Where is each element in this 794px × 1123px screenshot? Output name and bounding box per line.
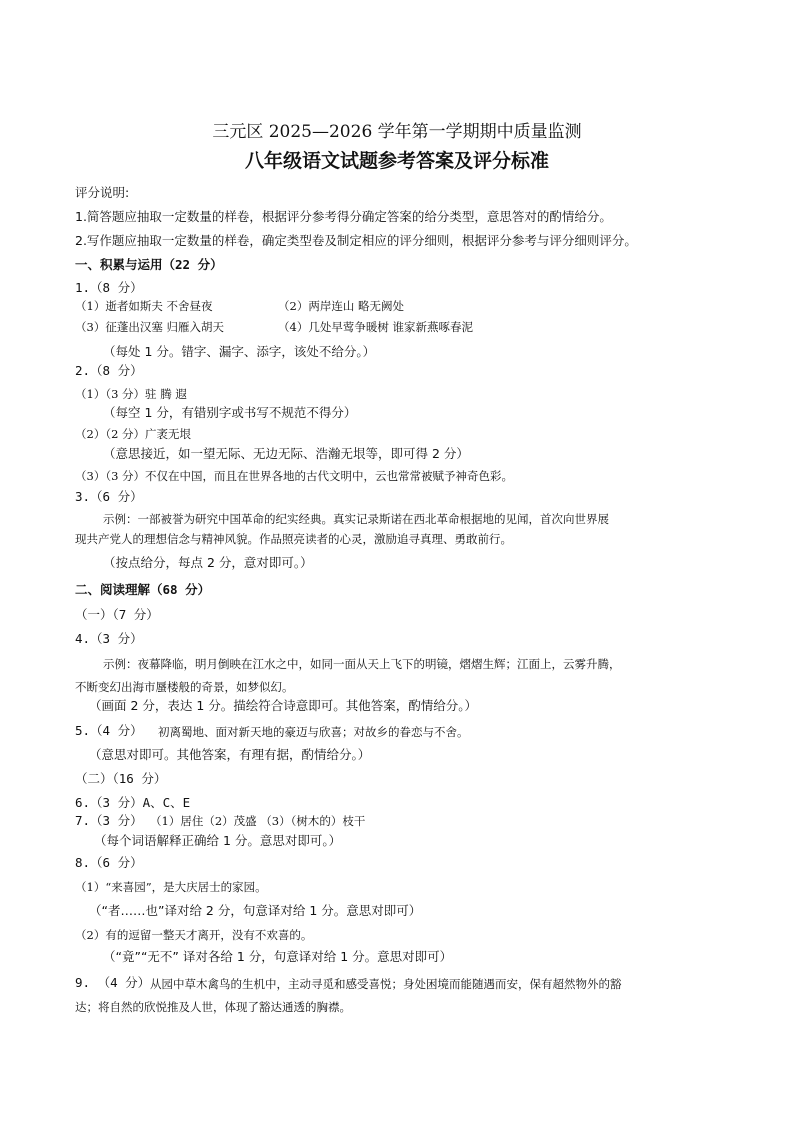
q2-note-1: （每空 1 分，有错别字或书写不规范不得分） — [103, 405, 357, 420]
q5-label: 5.（4 分） — [75, 723, 143, 738]
q1-head: 1.（8 分） — [75, 280, 143, 295]
q2-answer-2: （2）（2 分）广袤无垠 — [75, 427, 192, 441]
part-2-head: （二）（16 分） — [75, 771, 167, 786]
q2-answer-1: （1）（3 分）驻 腾 遐 — [75, 387, 187, 401]
q7-answer: （1）居住（2）茂盛 （3）（树木的）枝干 — [150, 814, 366, 828]
q3-note: （按点给分，每点 2 分，意对即可。） — [103, 555, 313, 570]
q5-answer: 初离蜀地、面对新天地的豪迈与欣喜；对故乡的眷恋与不舍。 — [158, 725, 469, 739]
q4-answer-line-2: 不断变幻出海市蜃楼般的奇景，如梦似幻。 — [75, 680, 294, 694]
q8-answer-2: （2）有的逗留一整天才离开，没有不欢喜的。 — [75, 928, 313, 942]
exam-subtitle: 八年级语文试题参考答案及评分标准 — [244, 150, 549, 172]
q7-label: 7.（3 分） — [75, 813, 143, 828]
q8-note-2: （“竟”“无不” 译对各给 1 分，句意译对给 1 分。意思对即可） — [103, 949, 453, 964]
q3-head: 3.（6 分） — [75, 489, 143, 504]
q3-answer-line-1: 示例：一部被誉为研究中国革命的纪实经典。真实记录斯诺在西北革命根据地的见闻，首次向世界展 — [103, 512, 609, 526]
section-2-heading: 二、阅读理解（68 分） — [75, 582, 211, 597]
q5-note: （意思对即可。其他答案，有理有据，酌情给分。） — [89, 747, 371, 762]
notes-item-1: 1.简答题应抽取一定数量的样卷，根据评分参考得分确定答案的给分类型，意思答对的酌情给分。 — [75, 209, 612, 224]
q9-answer-line-1: 从园中草木禽鸟的生机中，主动寻觅和感受喜悦；身处困境而能随遇而安，保有超然物外的豁 — [150, 977, 622, 991]
q1-answer-4: （4）几处早莺争暖树 谁家新燕啄春泥 — [278, 320, 473, 334]
part-1-head: （一）（7 分） — [75, 607, 159, 622]
q8-head: 8.（6 分） — [75, 855, 143, 870]
q1-answer-3: （3）征蓬出汉塞 归雁入胡天 — [75, 320, 224, 334]
q8-note-1: （“者……也”译对给 2 分，句意译对给 1 分。意思对即可） — [89, 903, 422, 918]
section-1-heading: 一、积累与运用（22 分） — [75, 257, 223, 272]
q4-answer-line-1: 示例：夜幕降临，明月倒映在江水之中，如同一面从天上飞下的明镜，熠熠生辉；江面上，云雾升腾， — [103, 657, 621, 671]
q9-label: 9. （4 分） — [75, 975, 151, 990]
q6-answer: 6.（3 分）A、C、E — [75, 795, 191, 810]
q2-head: 2.（8 分） — [75, 363, 143, 378]
q1-note: （每处 1 分。错字、漏字、添字，该处不给分。） — [103, 344, 376, 359]
q4-head: 4.（3 分） — [75, 631, 143, 646]
q1-answer-1: （1）逝者如斯夫 不舍昼夜 — [75, 299, 213, 313]
q3-answer-line-2: 现共产党人的理想信念与精神风貌。作品照亮读者的心灵，激励追寻真理、勇敢前行。 — [75, 532, 512, 546]
q2-answer-3: （3）（3 分）不仅在中国，而且在世界各地的古代文明中，云也常常被赋予神奇色彩。 — [75, 469, 514, 483]
q7-note: （每个词语解释正确给 1 分。意思对即可。） — [94, 833, 342, 848]
notes-heading: 评分说明: — [75, 185, 130, 200]
q2-note-2: （意思接近，如一望无际、无边无际、浩瀚无垠等，即可得 2 分） — [103, 446, 469, 461]
q9-answer-line-2: 达；将自然的欣悦推及人世，体现了豁达通透的胸襟。 — [75, 1000, 351, 1014]
q8-answer-1: （1）“来喜园”，是大庆居士的家园。 — [75, 880, 267, 894]
q4-note: （画面 2 分，表达 1 分。描绘符合诗意即可。其他答案，酌情给分。） — [89, 698, 478, 713]
q1-answer-2: （2）两岸连山 略无阙处 — [278, 299, 404, 313]
exam-title: 三元区 2025—2026 学年第一学期期中质量监测 — [212, 122, 582, 142]
notes-item-2: 2.写作题应抽取一定数量的样卷，确定类型卷及制定相应的评分细则，根据评分参考与评分细则评分。 — [75, 233, 637, 248]
